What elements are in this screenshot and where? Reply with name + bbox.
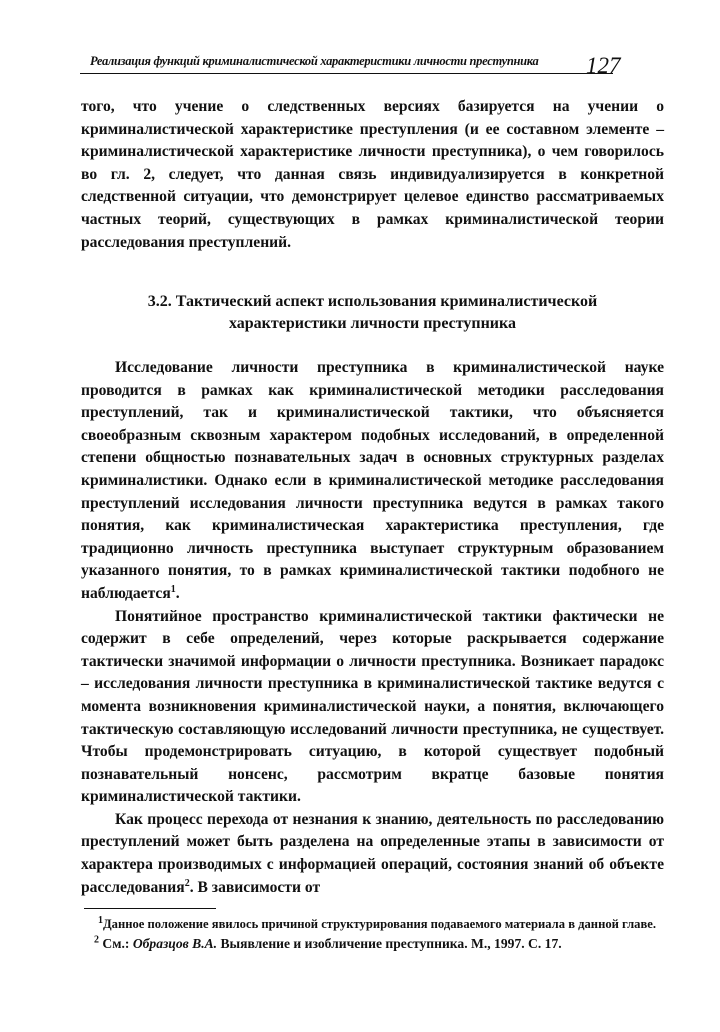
paragraph-2-text: Понятийное пространство криминалистической тактики фактически не содержит в себе определений, через которые раскрывается содержание тактически значимой информации о личности преступника. Возникает парадокс – исследования личности преступника в криминалистической тактике ведутся с момента возникновения криминалистической науки, а понятия, включающего тактическую составляющую исследований личности преступника, не существует. Чтобы продемонстрировать ситуацию, в которой существует подобный познавательный нонсенс, рассмотрим вкратце базовые понятия криминалистической тактики. xyxy=(81,607,664,806)
intro-paragraph xyxy=(81,96,664,254)
footnote-2-mark: 2 xyxy=(94,934,99,946)
footnote-2-author: Образцов В.А. xyxy=(132,936,218,951)
footnote-rule xyxy=(84,908,216,909)
paragraph-1-end: . xyxy=(175,584,180,602)
header-rule xyxy=(80,73,613,74)
footnotes xyxy=(84,915,664,953)
paragraph-1-text: Исследование личности преступника в криминалистической науке проводится в рамках как криминалистической методики расследования преступлений, так и криминалистической тактики, что объясняется своеобразным сквозным характером подобных исследований, в определенной степени общностью познавательных задач в основных структурных разделах криминалистики. Однако если в криминалистической методике расследования преступлений исследования личности преступника ведутся в рамках такого понятия, как криминалистическая характеристика преступления, где традиционно личность преступника выступает структурным образованием указанного понятия, то в рамках криминалистической тактики подобного не наблюдается xyxy=(81,359,664,602)
footnote-ref-2[interactable]: 2 xyxy=(184,877,190,889)
footnote-1-text: Данное положение явилось причиной структурирования подаваемого материала в данной главе. xyxy=(103,917,657,931)
page-number: 127 xyxy=(586,53,621,78)
footnote-1 xyxy=(84,915,664,934)
paragraph-2 xyxy=(81,606,664,809)
section-heading-line-1: 3.2. Тактический аспект использования криминалистической xyxy=(147,293,598,310)
footnote-2 xyxy=(84,934,664,953)
paragraph-1 xyxy=(81,357,664,606)
section-heading-line-2: характеристики личности преступника xyxy=(228,315,516,332)
intro-paragraph-text: того, что учение о следственных версиях базируется на учении о криминалистической характеристике преступления (и ее составном элементе – криминалистической характеристике личности преступника), о чем говорилось во гл. 2, следует, что данная связь индивидуализируется в конкретной следственной ситуации, что демонстрирует целевое единство рассматриваемых частных теорий, существующих в рамках криминалистической теории расследования преступлений. xyxy=(81,98,664,251)
paragraph-3-text: Как процесс перехода от незнания к знанию, деятельность по расследованию преступлений может быть разделена на определенные этапы в зависимости от характера производимых с информацией операций, состояния знаний об объекте расследования xyxy=(81,810,664,896)
footnote-1-mark: 1 xyxy=(98,914,103,926)
section-body xyxy=(81,357,664,899)
footnote-2-prefix: См.: xyxy=(99,936,133,951)
paragraph-3-end: . В зависимости от xyxy=(189,878,321,896)
section-heading xyxy=(81,291,664,335)
running-title: Реализация функций криминалистической характеристики личности преступника xyxy=(90,54,539,68)
footnote-ref-1[interactable]: 1 xyxy=(170,583,176,595)
running-header xyxy=(80,46,620,76)
footnote-2-citation: Выявление и изобличение преступника. М., 1997. С. 17. xyxy=(217,936,562,951)
paragraph-3 xyxy=(81,809,664,899)
